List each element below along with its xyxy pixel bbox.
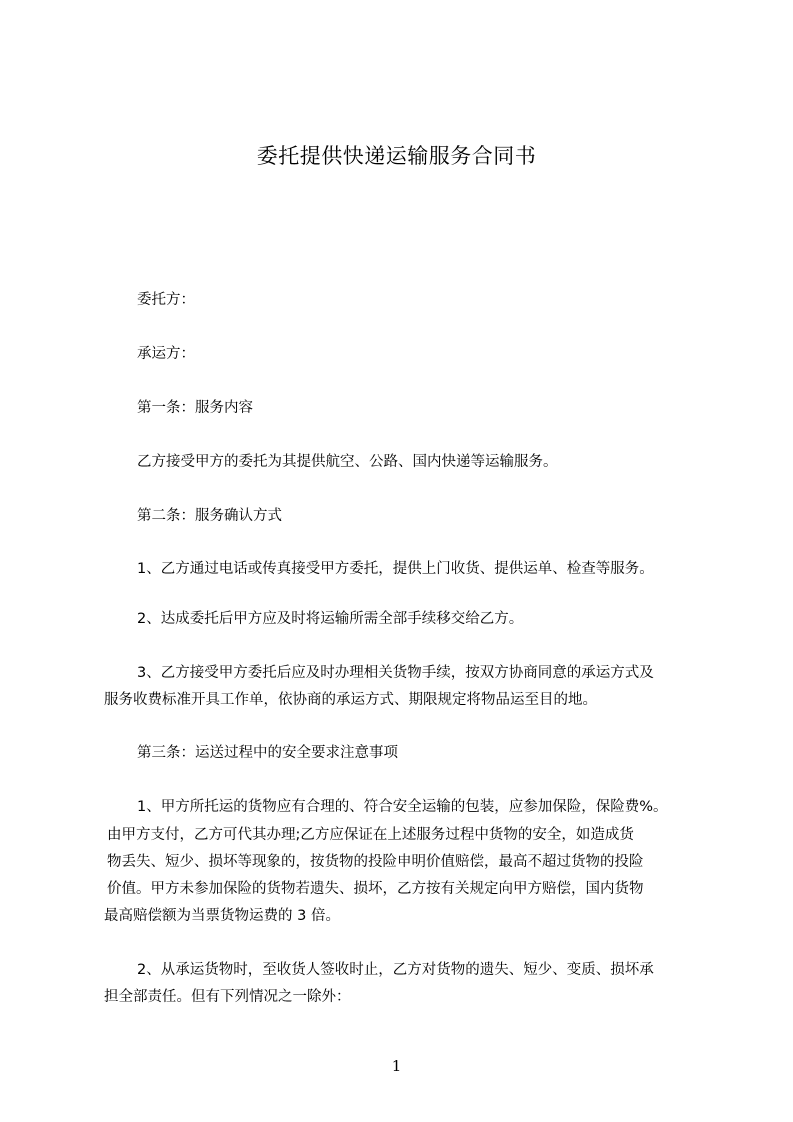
page-number: 1 bbox=[391, 1057, 402, 1075]
article-3-item-1-line-2: 由甲方支付，乙方可代其办理;乙方应保证在上述服务过程中货物的安全，如造成货 bbox=[107, 827, 634, 843]
article-2-item-3-line-2: 服务收费标准开具工作单，依协商的承运方式、期限规定将物品运至目的地。 bbox=[104, 692, 597, 708]
article-2-heading: 第二条：服务确认方式 bbox=[137, 508, 282, 524]
article-3-item-2-line-1: 2、从承运货物时，至收货人签收时止，乙方对货物的遗失、短少、变质、损坏承 bbox=[137, 962, 654, 978]
article-2-item-3-line-1: 3、乙方接受甲方委托后应及时办理相关货物手续，按双方协商同意的承运方式及 bbox=[137, 665, 654, 681]
article-3-item-1-line-5: 最高赔偿额为当票货物运费的 3 倍。 bbox=[104, 908, 340, 924]
article-3-heading: 第三条：运送过程中的安全要求注意事项 bbox=[137, 745, 398, 761]
article-3-item-1-line-1: 1、甲方所托运的货物应有合理的、符合安全运输的包装，应参加保险，保险费%。 bbox=[137, 799, 668, 815]
article-2-item-1: 1、乙方通过电话或传真接受甲方委托，提供上门收货、提供运单、检查等服务。 bbox=[137, 561, 654, 577]
document-title: 委托提供快递运输服务合同书 bbox=[256, 144, 537, 168]
article-2-item-2: 2、达成委托后甲方应及时将运输所需全部手续移交给乙方。 bbox=[137, 611, 524, 627]
article-1-text: 乙方接受甲方的委托为其提供航空、公路、国内快递等运输服务。 bbox=[137, 454, 558, 470]
paragraph-client: 委托方： bbox=[137, 292, 195, 308]
article-3-item-1-line-4: 价值。甲方未参加保险的货物若遗失、损坏，乙方按有关规定向甲方赔偿，国内货物 bbox=[107, 881, 644, 897]
article-3-item-1-line-3: 物丢失、短少、损坏等现象的，按货物的投险申明价值赔偿，最高不超过货物的投险 bbox=[107, 854, 644, 870]
paragraph-carrier: 承运方： bbox=[137, 346, 195, 362]
article-1-heading: 第一条：服务内容 bbox=[137, 400, 253, 416]
article-3-item-2-line-2: 担全部责任。但有下列情况之一除外： bbox=[104, 989, 351, 1005]
